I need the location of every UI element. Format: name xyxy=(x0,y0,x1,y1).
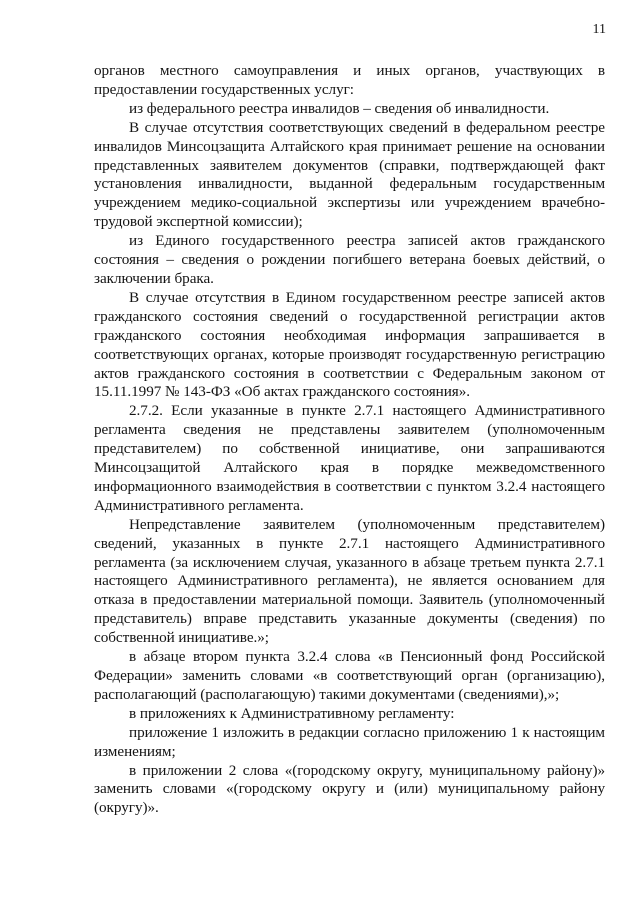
page-number: 11 xyxy=(592,22,606,37)
body-text xyxy=(94,62,605,818)
paragraph: в абзаце втором пункта 3.2.4 слова «в Пенсионный фонд Российской Федерации» заменить словами «в соответствующий орган (организацию), располагающий (располагающую) такими документами (сведениями),»; xyxy=(94,648,605,703)
paragraph: из Единого государственного реестра записей актов гражданского состояния – сведения о рождении погибшего ветерана боевых действий, о заключении брака. xyxy=(94,232,605,287)
paragraph: 2.7.2. Если указанные в пункте 2.7.1 настоящего Административного регламента сведения не представлены заявителем (уполномоченным представителем) по собственной инициативе, они запрашиваются Минсоцзащитой Алтайского края в порядке межведомственного информационного взаимодействия в соответствии с пунктом 3.2.4 настоящего Административного регламента. xyxy=(94,402,605,514)
paragraph: в приложении 2 слова «(городскому округу, муниципальному району)» заменить словами «(городскому округу и (или) муниципальному району (округу)». xyxy=(94,761,605,817)
paragraph: В случае отсутствия в Едином государственном реестре записей актов гражданского состояния сведений о государственной регистрации актов гражданского состояния необходимая информация запрашивается в соответствующих органах, которые производят государственную регистрацию актов гражданского состояния в соответствии с Федеральным законом от 15.11.1997 № 143-ФЗ «Об актах гражданского состояния». xyxy=(94,288,605,401)
paragraph: из федерального реестра инвалидов – сведения об инвалидности. xyxy=(129,99,550,117)
paragraph: В случае отсутствия соответствующих сведений в федеральном реестре инвалидов Минсоцзащита Алтайского края принимает решение на основании представленных заявителем документов (справки, подтверждающей факт установления инвалидности, выданной федеральным государственным учреждением медико-социальной экспертизы или учреждением врачебно-трудовой экспертной комиссии); xyxy=(94,118,605,231)
paragraph: Непредставление заявителем (уполномоченным представителем) сведений, указанных в пункте 2.7.1 настоящего Административного регламента (за исключением случая, указанного в абзаце третьем пункта 2.7.1 настоящего Административного регламента), не является основанием для отказа в предоставлении материальной помощи. Заявитель (уполномоченный представитель) вправе представить указанные документы (сведения) по собственной инициативе.»; xyxy=(94,515,605,647)
paragraph: в приложениях к Административному регламенту: xyxy=(129,704,455,722)
paragraph: приложение 1 изложить в редакции согласно приложению 1 к настоящим изменениям; xyxy=(94,723,605,760)
paragraph: органов местного самоуправления и иных органов, участвующих в предоставлении государственных услуг: xyxy=(94,62,605,98)
